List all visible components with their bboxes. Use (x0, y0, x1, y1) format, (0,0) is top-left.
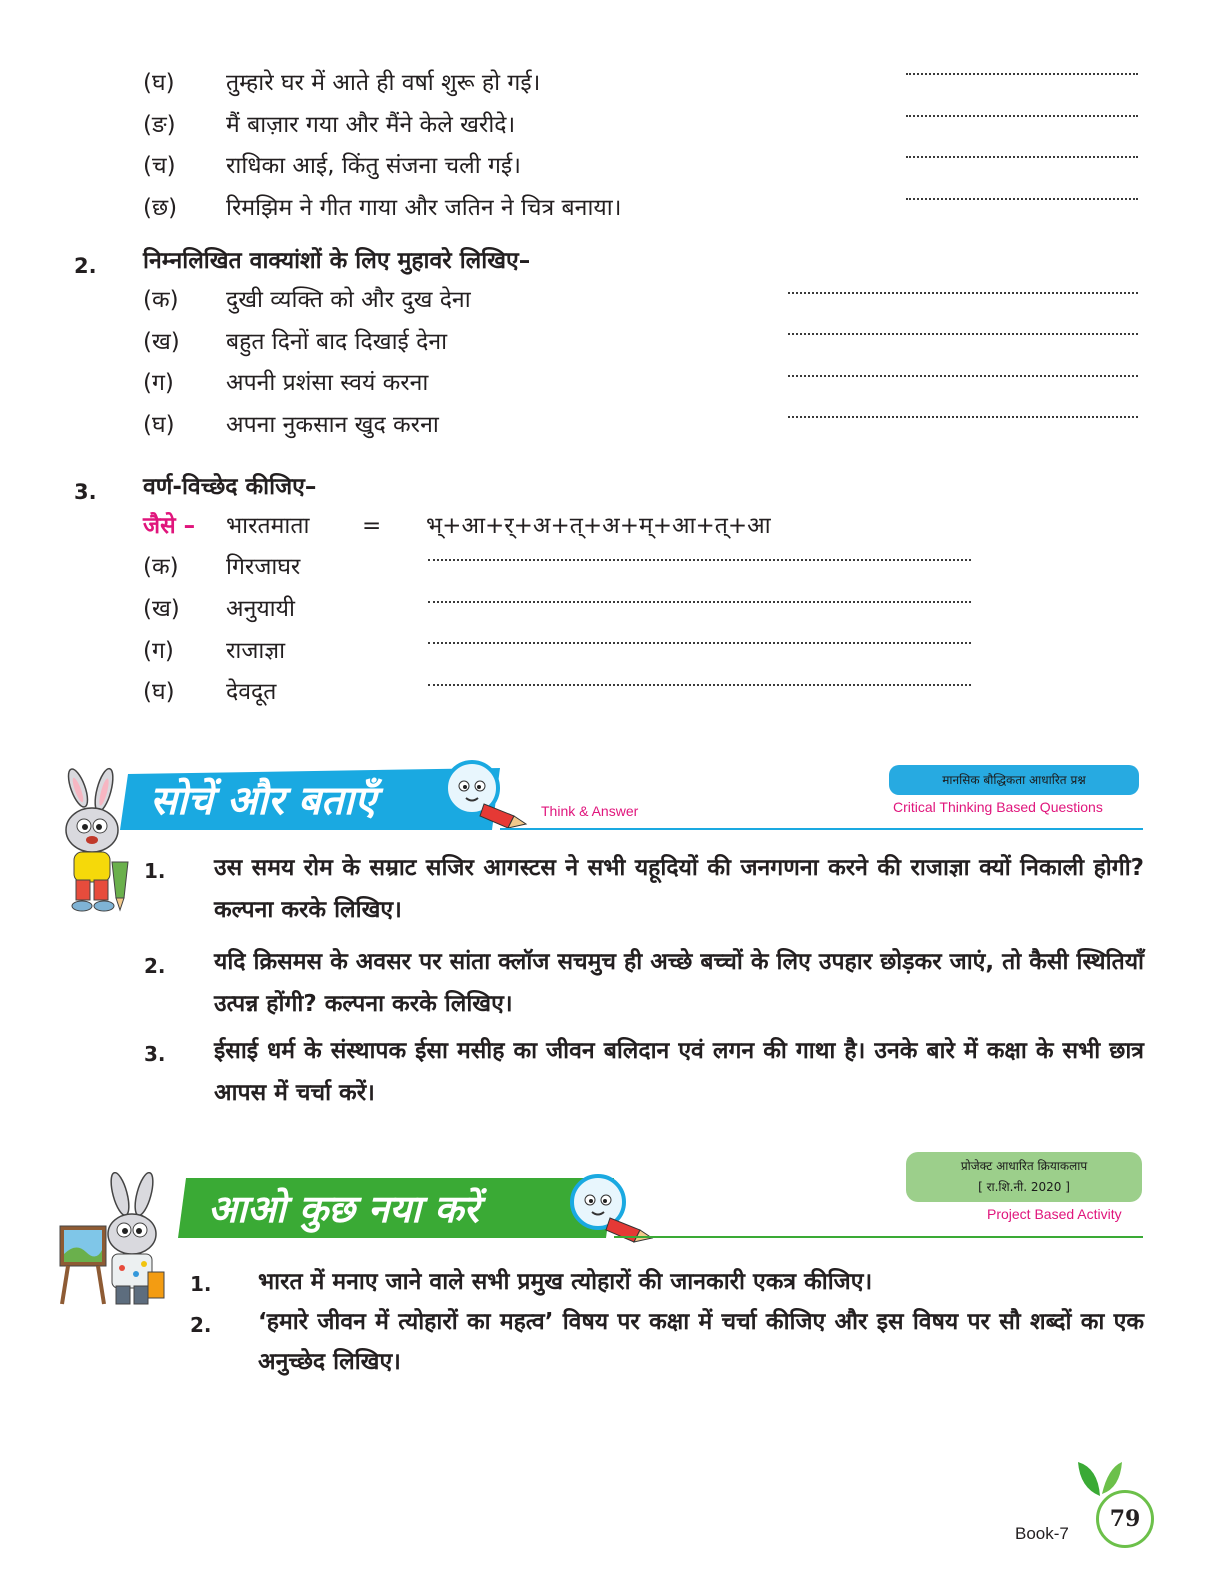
equals-sign: = (362, 513, 382, 539)
question-heading: वर्ण-विच्छेद कीजिए– (143, 474, 317, 500)
answer-line[interactable] (906, 156, 1138, 158)
critical-thinking-badge: मानसिक बौद्धिकता आधारित प्रश्न (889, 765, 1139, 795)
page-number: 79 (1096, 1490, 1154, 1548)
think-english-label: Think & Answer (541, 803, 639, 819)
example-answer: भ्+आ+र्+अ+त्+अ+म्+आ+त्+आ (426, 513, 771, 539)
think-question: ईसाई धर्म के संस्थापक ईसा मसीह का जीवन बलिदान एवं लगन की गाथा है। उनके बारे में कक्षा के सभी छात्र आपस में चर्चा करें। (214, 1038, 1144, 1106)
answer-line[interactable] (428, 642, 971, 644)
question-number: 1. (190, 1272, 212, 1296)
answer-line[interactable] (906, 73, 1138, 75)
question-number: 1. (144, 859, 166, 883)
painter-bunny-icon (56, 1172, 168, 1314)
answer-line[interactable] (788, 416, 1138, 418)
question-number: 3. (74, 480, 97, 504)
answer-line[interactable] (906, 115, 1138, 117)
critical-thinking-english: Critical Thinking Based Questions (893, 799, 1103, 815)
project-banner-title: आओ कुछ नया करें (208, 1187, 479, 1231)
lightbulb-pen-icon (566, 1170, 656, 1246)
example-label: जैसे – (143, 513, 196, 539)
answer-line[interactable] (428, 559, 971, 561)
project-english-label: Project Based Activity (987, 1206, 1122, 1222)
answer-line[interactable] (428, 601, 971, 603)
question-number: 2. (144, 954, 166, 978)
answer-line[interactable] (906, 198, 1138, 200)
answer-line[interactable] (788, 375, 1138, 377)
project-question: भारत में मनाए जाने वाले सभी प्रमुख त्योहारों की जानकारी एकत्र कीजिए। (258, 1269, 873, 1295)
example-word: भारतमाता (226, 513, 310, 539)
section-divider (614, 1236, 1143, 1238)
think-question: यदि क्रिसमस के अवसर पर सांता क्लॉज सचमुच ही अच्छे बच्चों के लिए उपहार छोड़कर जाएं, तो कैसी स्थितियाँ उत्पन्न होंगी? कल्पना करके लिखिए। (214, 949, 1144, 1017)
question-number: 2. (74, 254, 97, 278)
question-heading: निम्नलिखित वाक्यांशों के लिए मुहावरे लिखिए– (143, 248, 531, 274)
project-badge-hindi: प्रोजेक्ट आधारित क्रियाकलाप (960, 1159, 1088, 1173)
book-label: Book-7 (1015, 1524, 1069, 1543)
project-badge-ref: [ रा.शि.नी. 2020 ] (978, 1180, 1070, 1194)
answer-line[interactable] (788, 292, 1138, 294)
answer-line[interactable] (788, 333, 1138, 335)
project-question: ‘हमारे जीवन में त्योहारों का महत्व’ विषय पर कक्षा में चर्चा कीजिए और इस विषय पर सौ शब्दों का एक अनुच्छेद लिखिए। (258, 1309, 1144, 1375)
project-badge (906, 1152, 1142, 1202)
think-banner-title: सोचें और बताएँ (150, 778, 377, 824)
question-number: 2. (190, 1313, 212, 1337)
section-divider (500, 828, 1143, 830)
think-question: उस समय रोम के सम्राट सजिर आगस्टस ने सभी यहूदियों की जनगणना करने की राजाज्ञा क्यों निकाली होगी? कल्पना करके लिखिए। (214, 855, 1144, 923)
answer-line[interactable] (428, 684, 971, 686)
lightbulb-pen-icon (440, 758, 530, 830)
question-number: 3. (144, 1042, 166, 1066)
